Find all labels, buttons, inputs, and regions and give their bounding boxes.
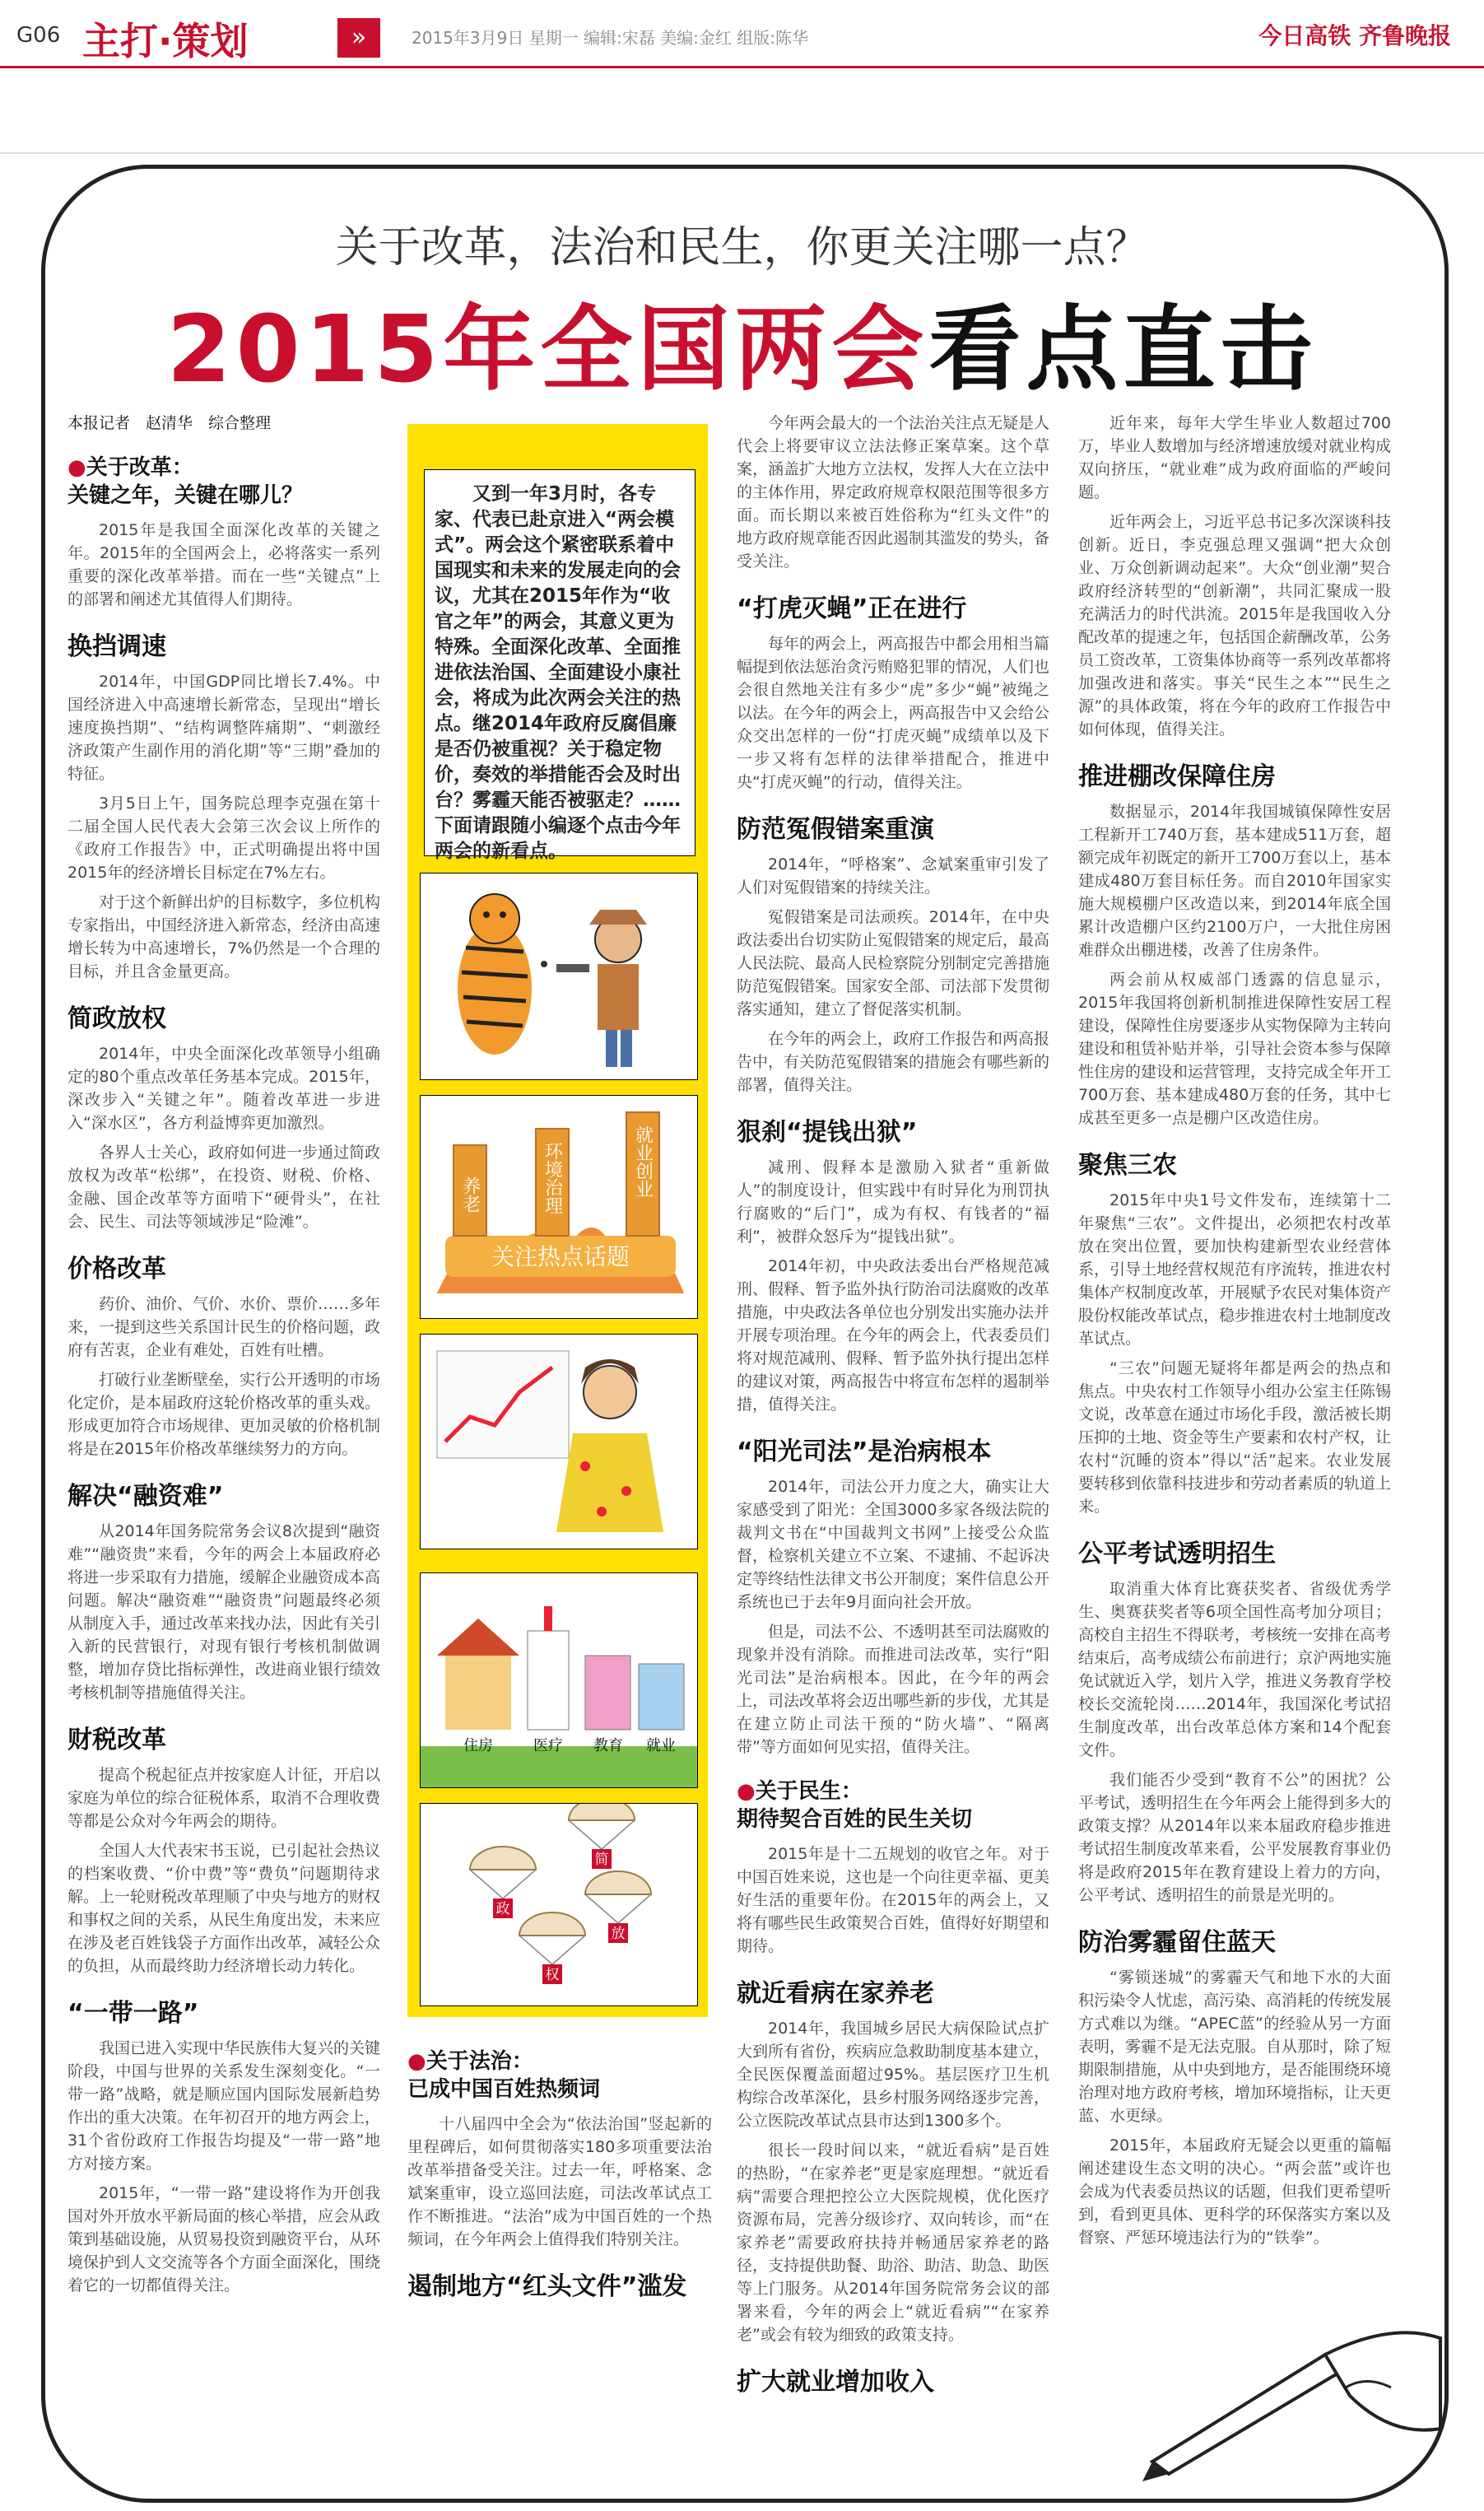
tiger-cartoon-icon <box>421 873 697 1079</box>
paragraph: 在今年的两会上，政府工作报告和两高报告中，有关防范冤假错案的措施会有哪些新的部署，值得关注。 <box>737 1030 1050 1094</box>
section-tag-reform: ●关于改革： <box>67 455 193 480</box>
section-headline-law: 已成中国百姓热频词 <box>407 2077 601 2102</box>
label-medical: 医疗 <box>533 1737 563 1754</box>
page-subtitle: 关于改革，法治和民生，你更关注哪一点？ <box>335 223 1149 273</box>
subhead: “打虎灭蝇”正在进行 <box>737 594 967 623</box>
subhead: 防治雾霾留住蓝天 <box>1078 1928 1276 1957</box>
paragraph: “雾锁迷城”的雾霾天气和地下水的大面积污染令人忧虑，高污染、高消耗的传统发展方式难以为继。“APEC蓝”的经验从另一方面表明，雾霾不是无法克服。自从那时，除了短期限制措施，从中央到地方，是否能围绕环境治理对地方政府考核，增加环境指标，让天更蓝、水更绿。 <box>1078 1968 1392 2125</box>
article-intro: 2015年是我国全面深化改革的关键之年。2015年的全国两会上，必将落实一系列重要的深化改革举措。而在一些“关键点”上的部署和阐述尤其值得人们期待。 <box>67 521 380 608</box>
para-label-1: 简 <box>594 1852 609 1868</box>
subhead: 简政放权 <box>67 1004 166 1033</box>
paragraph: 3月5日上午，国务院总理李克强在第十二届全国人民代表大会第三次会议上所作的《政府工作报告》中，正式明确提出将中国2015年的经济增长目标定在7%左右。 <box>67 794 380 882</box>
page-number: G06 <box>16 23 61 48</box>
para-label-2: 政 <box>495 1901 510 1917</box>
illustration-parachutes <box>420 1803 698 2006</box>
header-rule <box>0 66 1484 68</box>
byline: 本报记者 赵清华 综合整理 <box>67 414 272 432</box>
subhead: 公平考试透明招生 <box>1078 1540 1276 1568</box>
column-law-start <box>407 2050 712 2310</box>
paragraph: 数据显示，2014年我国城镇保障性安居工程新开工740万套，基本建成511万套，超额完成年初既定的新开工700万套以上，基本建成480万套目标任务。而自2010年国家实施大规模棚户区改造以来，到2014年底全国累计改造棚户区约2100万户，一大批住房困难群众出棚进楼，改善了住房条件。 <box>1078 803 1391 959</box>
pen-hand-icon <box>1119 2305 1449 2486</box>
paragraph: “三农”问题无疑将年都是两会的热点和焦点。中央农村工作领导小组办公室主任陈锡文说，改革意在通过市场化手段，激活被长期压抑的土地、资金等生产要素和农村产权，让农村“沉睡的资本”得以“活”起来。农业发展要转移到依靠科技进步和劳动者素质的轨道上来。 <box>1078 1359 1392 1516</box>
para-label-4: 权 <box>545 1967 560 1983</box>
paragraph: 提高个税起征点并按家庭人计征，开启以家庭为单位的综合征税体系，取消不合理收费等都是公众对今年两会的期待。 <box>67 1766 381 1830</box>
paragraph: 但是，司法不公、不透明甚至司法腐败的现象并没有消除。而推进司法改革，实行“阳光司法”是治病根本。因此，在今年的两会上，司法改革将会迈出哪些新的步伐，尤其是在建立防止司法干预的“防火墙”、“隔离带”等方面如何见实招，值得关注。 <box>737 1623 1050 1756</box>
paragraph: 2014年，“呼格案”、念斌案重审引发了人们对冤假错案的持续关注。 <box>737 855 1049 897</box>
paragraph: 近年两会上，习近平总书记多次深谈科技创新。近日，李克强总理又强调“把大众创业、万众创新调动起来”。大众“创业潮”契合政府经济转型的“创新潮”，共同汇聚成一股充满活力的时代洪流。2015年是我国收入分配改革的提速之年，包括国企薪酬改革，公务员工资改革，工资集体协商等一系列改革都将加强改进和落实。事关“民生之本”“民生之源”的具体政策，将在今年的政府工作报告中如何体现，值得关注。 <box>1078 513 1392 738</box>
column-law <box>737 412 1049 2406</box>
bullet-dot-icon: ● <box>67 455 86 480</box>
subhead: 狠刹“提钱出狱” <box>737 1118 918 1147</box>
section-headline-life: 期待契合百姓的民生关切 <box>737 1807 973 1832</box>
paragraph: 2014年初，中央政法委出台严格规范减刑、假释、暂予监外执行防治司法腐败的改革措施，中央政法各单位也分别发出实施办法并开展专项治理。在今年的两会上，代表委员们将对规范减刑、假释、暂予监外执行提出怎样的建议对策，两高报告中将宣布怎样的遏制举措，值得关注。 <box>737 1257 1050 1414</box>
newspaper-brand: 今日高铁 齐鲁晚报 <box>1258 22 1451 49</box>
column-reform <box>67 412 380 2304</box>
illustration-woman-chart <box>420 1334 698 1549</box>
paragraph: 2014年，中央全面深化改革领导小组确定的80个重点改革任务基本完成。2015年，深改步入“关键之年”。随着改革进一步进入“深水区”，各方利益博弈更加激烈。 <box>67 1045 380 1132</box>
subhead: 就近看病在家养老 <box>737 1979 934 2008</box>
article-intro: 十八届四中全会为“依法治国”竖起新的里程碑后，如何贯彻落实180多项重要法治改革举措备受关注。过去一年，呼格案、念斌案重审，设立巡回法庭，司法改革试点工作不断推进。“法治”成为中国百姓的一个热频词，在今年两会上值得我们特别关注。 <box>407 2115 712 2248</box>
subhead: 推进棚改保障住房 <box>1078 762 1276 791</box>
livelihood-icon <box>421 1573 697 1787</box>
section-arrow-icon: » <box>337 18 380 58</box>
topic-employment: 就业创业 <box>632 1125 654 1198</box>
paragraph: 2015年中央1号文件发布，连续第十二年聚焦“三农”。文件提出，必须把农村改革放在突出位置，要加快构建新型农业经营体系，引导土地经营权规范有序流转，推进农村集体产权制度改革，开展赋予农民对集体资产股份权能改革试点，稳步推进农村土地制度改革试点。 <box>1078 1191 1392 1348</box>
subhead: 扩大就业增加收入 <box>737 2368 934 2397</box>
paragraph: 对于这个新鲜出炉的目标数字，多位机构专家指出，中国经济进入新常态，经济由高速增长转为中高速增长，7%仍然是一个合理的目标，并且含金量更高。 <box>67 893 381 981</box>
paragraph: 取消重大体育比赛获奖者、省级优秀学生、奥赛获奖者等6项全国性高考加分项目；高校自主招生不得联考，考核统一安排在高考结束后，高考成绩公布前进行；京沪两地实施免试就近入学，划片入学，推进义务教育学校校长交流轮岗……2014年，我国深化考试招生制度改革，出台改革总体方案和14个配套文件。 <box>1078 1580 1392 1759</box>
topic-pension: 养老 <box>459 1176 481 1213</box>
topic-environment: 环境治理 <box>542 1142 563 1214</box>
paragraph: 今年两会最大的一个法治关注点无疑是人代会上将要审议立法法修正案草案。这个草案，涵盖扩大地方立法权，发挥人大在立法中的主体作用，界定政府规章权限范围等很多方面。而长期以来被百姓俗称为“红头文件”的地方政府规章能否因此遏制其滥发的势头，备受关注。 <box>737 414 1050 571</box>
article-intro: 2015年是十二五规划的收官之年。对于中国百姓来说，这也是一个向往更幸福、更美好生活的重要年份。在2015年的两会上，又将有哪些民生政策契合百姓，值得好好期望和期待。 <box>737 1845 1050 1955</box>
header-rule-secondary <box>0 152 1484 154</box>
edition-info: 2015年3月9日 星期一 编辑:宋磊 美编:金红 组版:陈华 <box>412 28 808 48</box>
page-title <box>0 276 1484 408</box>
paragraph: 2014年，司法公开力度之大，确实让大家感受到了阳光：全国3000多家各级法院的裁判文书在“中国裁判文书网”上接受公众监督，检察机关建立不立案、不逮捕、不起诉决定等终结性法律文书公开制度；案件信息公开系统也已于去年9月面向社会开放。 <box>737 1478 1050 1611</box>
subhead: 聚焦三农 <box>1078 1151 1177 1180</box>
paragraph: 2014年，我国城乡居民大病保险试点扩大到所有省份，疾病应急救助制度基本建立，全民医保覆盖面超过95%。基层医疗卫生机构综合改革深化，县乡村服务网络逐步完善，公立医院改革试点县市达到1300多个。 <box>737 2020 1050 2130</box>
title-red-part: 2015年全国两会 <box>166 296 929 403</box>
paragraph: 很长一段时间以来，“就近看病”是百姓的热盼，“在家养老”更是家庭理想。“就近看病”需要合理把控公立大医院规模，优化医疗资源布局，完善分级诊疗、双向转诊，而“在家养老”需要政府扶持并畅通居家养老的路径，支持提供助餐、助浴、助洁、助急、助医等上门服务。从2014年国务院常务会议的部署来看，今年的两会上“就近看病”“在家养老”或会有较为细致的政策支持。 <box>737 2141 1050 2344</box>
lead-paragraph: 又到一年3月时，各专家、代表已赴京进入“两会模式”。两会这个紧密联系着中国现实和未来的发展走向的会议，尤其在2015年作为“收官之年”的两会，其意义更为特殊。全面深化改革、全面推进依法治国、全面建设小康社会，将成为此次两会关注的热点。继2014年政府反腐倡廉是否仍被重视？关于稳定物价，奏效的举措能否会及时出台？雾霾天能否被驱走？……下面请跟随小编逐个点击今年两会的新看点。 <box>424 469 695 856</box>
para-label-3: 放 <box>611 1926 626 1942</box>
subhead: 换挡调速 <box>67 632 166 661</box>
illustration-livelihood <box>420 1572 698 1788</box>
label-education: 教育 <box>593 1737 623 1754</box>
illustration-hot-topics <box>420 1095 698 1319</box>
subhead: “一带一路” <box>67 1999 199 2028</box>
paragraph: 各界人士关心，政府如何进一步通过简政放权为改革“松绑”，在投资、财税、价格、金融、国企改革等方面啃下“硬骨头”，在社会、民生、司法等领域涉足“险滩”。 <box>67 1144 381 1231</box>
subhead: 遏制地方“红头文件”滥发 <box>407 2272 687 2301</box>
subhead: 财税改革 <box>67 1726 166 1754</box>
label-housing: 住房 <box>463 1737 493 1754</box>
section-name: 主打·策划 <box>82 19 249 63</box>
section-tag-life: ●关于民生： <box>737 1779 863 1804</box>
hot-topics-banner: 关注热点话题 <box>491 1243 630 1270</box>
subhead: 价格改革 <box>67 1255 166 1283</box>
paragraph: 药价、油价、气价、水价、票价……多年来，一提到这些关系国计民生的价格问题，政府有苦衷，企业有难处，百姓有吐槽。 <box>67 1295 381 1359</box>
hot-topics-icon <box>421 1096 697 1318</box>
paragraph: 减刑、假释本是激励入狱者“重新做人”的制度设计，但实践中有时异化为刑罚执行腐败的“后门”，成为有权、有钱者的“福利”，被群众怒斥为“提钱出狱”。 <box>737 1158 1049 1246</box>
paragraph: 冤假错案是司法顽疾。2014年，在中央政法委出台切实防止冤假错案的规定后，最高人民法院、最高人民检察院分别制定完善措施防范冤假错案。国家安全部、司法部下发贯彻落实通知，建立了督促落实机制。 <box>737 908 1050 1018</box>
section-tag-law: ●关于法治： <box>407 2049 533 2074</box>
parachutes-icon <box>421 1804 697 2006</box>
paragraph: 每年的两会上，两高报告中都会用相当篇幅提到依法惩治贪污贿赂犯罪的情况，人们也会很自然地关注有多少“虎”多少“蝇”被绳之以法。在今年的两会上，两高报告中又会给公众交出怎样的一份“打虎灭蝇”成绩单以及下一步又将有怎样的法律举措配合，推进中央“打虎灭蝇”的行动，值得关注。 <box>737 635 1050 791</box>
subhead: “阳光司法”是治病根本 <box>737 1437 992 1466</box>
woman-chart-icon <box>421 1335 697 1549</box>
subhead: 防范冤假错案重演 <box>737 815 934 844</box>
paragraph: 打破行业垄断壁垒，实行公开透明的市场化定价，是本届政府这轮价格改革的重头戏。形成更加符合市场规律、更加灵敏的价格机制将是在2015年价格改革继续努力的方向。 <box>67 1371 381 1458</box>
paragraph: 我国已进入实现中华民族伟大复兴的关键阶段，中国与世界的关系发生深刻变化。“一带一路”战略，就是顺应国内国际发展新趋势作出的重大决策。在年初召开的地方两会上，31个省份政府工作报告均提及“一带一路”地方对接方案。 <box>67 2039 381 2173</box>
bullet-dot-icon: ● <box>407 2049 426 2074</box>
title-black-part: 看点直击 <box>928 296 1318 403</box>
paragraph: 2015年，本届政府无疑会以更重的篇幅阐述建设生态文明的决心。“两会蓝”或许也会成为代表委员热议的话题，但我们更希望听到，看到更具体、更科学的环保落实方案以及督察、严惩环境违法行为的“铁拳”。 <box>1078 2136 1392 2247</box>
paragraph: 近年来，每年大学生毕业人数超过700万，毕业人数增加与经济增速放缓对就业构成双向挤压，“就业难”成为政府面临的严峻问题。 <box>1078 414 1392 501</box>
paragraph: 2015年，“一带一路”建设将作为开创我国对外开放水平新局面的核心举措，应会从政策到基础设施，从贸易投资到融资平台，从环境保护到人文交流等各个方面全面深化，围绕着它的一切都值得关注。 <box>67 2184 381 2294</box>
paragraph: 从2014年国务院常务会议8次提到“融资难”“融资贵”来看，今年的两会上本届政府必将进一步采取有力措施，缓解企业融资成本高问题。解决“融资难”“融资贵”问题最终必须从制度入手，通过改革来找办法，因此有关引入新的民营银行，对现有银行考核机制做调整，增加存贷比指标弹性，改进商业银行绩效考核机制等措施值得关注。 <box>67 1522 381 1702</box>
illustration-tiger-fly <box>420 873 698 1080</box>
paragraph: 全国人大代表宋书玉说，已引起社会热议的档案收费、“价中费”等“费负”问题期待求解。上一轮财税改革理顺了中央与地方的财权和事权之间的关系，从民生角度出发，未来应在涉及老百姓钱袋子方面作出改革，减轻公众的负担，从而最终助力经济增长动力转化。 <box>67 1842 381 1975</box>
paragraph: 我们能否少受到“教育不公”的困扰？公平考试，透明招生在今年两会上能得到多大的政策支撑？从2014年以来本届政府稳步推进考试招生制度改革来看，公平发展教育事业仍将是政府2015年在教育建设上着力的方向，公平考试、透明招生的前景是光明的。 <box>1078 1771 1392 1904</box>
paragraph: 2014年，中国GDP同比增长7.4%。中国经济进入中高速增长新常态，呈现出“增长速度换挡期”、“结构调整阵痛期”、“刺激经济政策产生副作用的消化期”等“三期”叠加的特征。 <box>67 673 380 783</box>
section-headline-reform: 关键之年，关键在哪儿？ <box>67 483 304 508</box>
paragraph: 两会前从权威部门透露的信息显示，2015年我国将创新机制推进保障性安居工程建设，保障性住房要逐步从实物保障为主转向建设和租赁补贴并举，引导社会资本参与保障性住房的建设和运营管理，支持完成全年开工700万套、基本建成480万套的任务，其中七成甚至更多一点是棚户区改造住房。 <box>1078 971 1392 1127</box>
column-life <box>1078 412 1391 2256</box>
subhead: 解决“融资难” <box>67 1482 224 1511</box>
bullet-dot-icon: ● <box>737 1779 756 1804</box>
label-employment: 就业 <box>646 1737 676 1754</box>
